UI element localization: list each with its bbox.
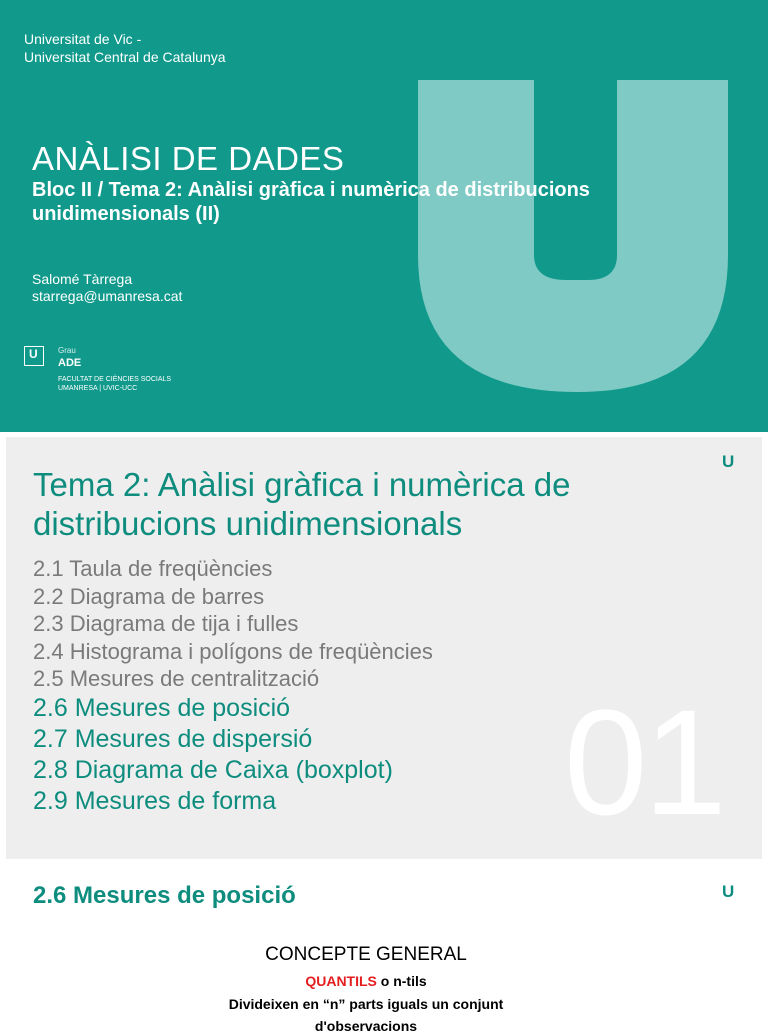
- quantils-term: QUANTILS: [305, 973, 377, 989]
- contents-item-highlighted: 2.9 Mesures de forma: [33, 786, 277, 815]
- brand-faculty: FACULTAT DE CIÈNCIES SOCIALS: [58, 376, 172, 383]
- author-name: Salomé Tàrrega: [32, 271, 133, 287]
- brand-campus: UMANRESA | UVIC-UCC: [58, 385, 138, 392]
- contents-item: 2.4 Histograma i polígons de freqüències: [33, 638, 433, 664]
- title-slide: [0, 0, 768, 432]
- contents-item: 2.5 Mesures de centralització: [33, 666, 320, 691]
- contents-slide: [6, 437, 762, 859]
- quantils-line: [0, 973, 732, 989]
- concept-heading: CONCEPTE GENERAL: [265, 944, 467, 965]
- section-number: 01: [564, 678, 723, 846]
- course-title: ANÀLISI DE DADES: [32, 140, 345, 177]
- contents-item: 2.3 Diagrama de tija i fulles: [33, 611, 299, 636]
- brand-ade: ADE: [58, 357, 82, 369]
- u-logo-box-icon: U: [24, 346, 44, 366]
- contents-item-highlighted: 2.6 Mesures de posició: [33, 693, 291, 722]
- definition-continuation: d'observacions: [314, 1018, 418, 1034]
- course-subtitle: Bloc II / Tema 2: Anàlisi gràfica i numèrica de distribucions unidimensionals (II): [32, 179, 590, 225]
- contents-item: 2.2 Diagrama de barres: [33, 583, 265, 609]
- university-line-1: Universitat de Vic -: [24, 31, 142, 47]
- contents-item: 2.1 Taula de freqüències: [33, 556, 273, 581]
- author-block: [32, 271, 182, 305]
- u-logo-icon: U: [722, 452, 735, 471]
- faculty-logo: [24, 346, 224, 396]
- university-line-2: Universitat Central de Catalunya: [24, 49, 226, 65]
- university-name: [24, 30, 226, 66]
- contents-list: [33, 555, 433, 817]
- contents-item-highlighted: 2.7 Mesures de dispersió: [33, 724, 313, 753]
- contents-title: Tema 2: Anàlisi gràfica i numèrica de distribucions unidimensionals: [33, 466, 571, 542]
- u-logo-icon: U: [722, 882, 735, 901]
- author-email: starrega@umanresa.cat: [32, 288, 183, 304]
- section-title: 2.6 Mesures de posició: [33, 882, 296, 909]
- brand-grau: Grau: [58, 346, 76, 355]
- contents-item-highlighted: 2.8 Diagrama de Caixa (boxplot): [33, 755, 393, 784]
- quantils-rest: o n-tils: [376, 973, 427, 989]
- definition-text: Divideixen en “n” parts iguals un conjunt: [228, 996, 504, 1012]
